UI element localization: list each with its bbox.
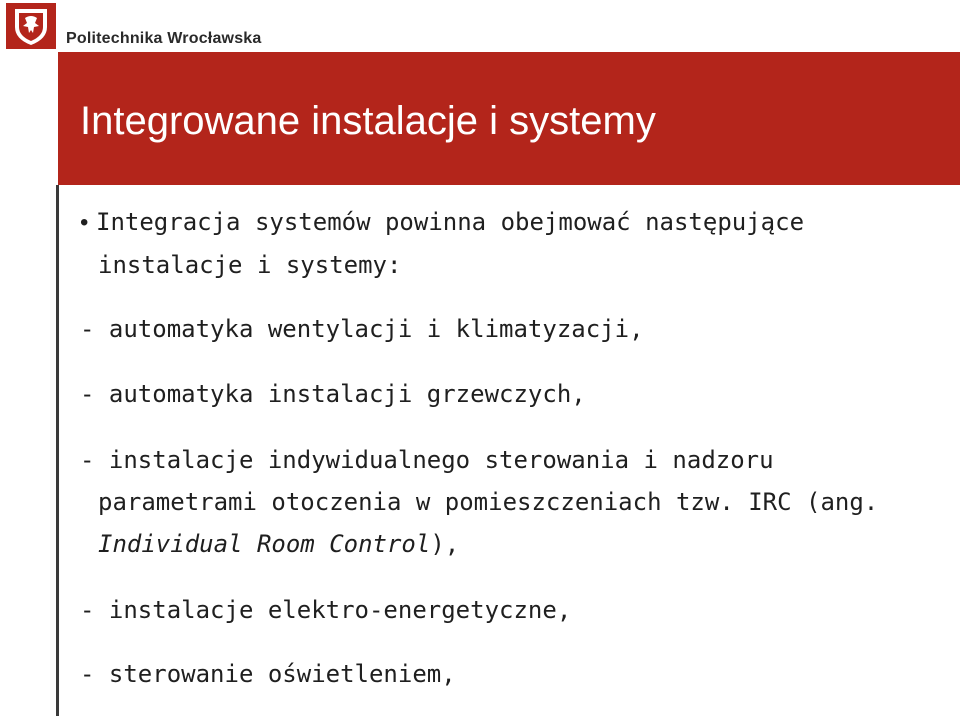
left-divider: [56, 185, 59, 716]
irc-full-name: Individual Room Control: [98, 530, 431, 558]
list-item: - instalacje elektro-energetyczne,: [80, 596, 572, 624]
title-band: [58, 52, 960, 185]
list-item-continuation: parametrami otoczenia w pomieszczeniach tzw. IRC (ang.: [98, 488, 879, 516]
bullet-icon: •: [80, 209, 89, 236]
list-item: - instalacje indywidualnego sterowania i nadzoru: [80, 446, 774, 474]
university-name: Politechnika Wrocławska: [66, 30, 262, 47]
intro-line-1: • Integracja systemów powinna obejmować następujące: [80, 206, 804, 239]
header-bar: [0, 0, 960, 52]
list-item: - automatyka wentylacji i klimatyzacji,: [80, 315, 644, 343]
slide-title: Integrowane instalacje i systemy: [80, 99, 656, 143]
list-item: - automatyka instalacji grzewczych,: [80, 380, 586, 408]
list-item-continuation: Individual Room Control),: [98, 530, 460, 558]
intro-line-2: instalacje i systemy:: [98, 251, 402, 279]
university-crest-icon: [6, 3, 56, 49]
list-item: - sterowanie oświetleniem,: [80, 660, 456, 688]
